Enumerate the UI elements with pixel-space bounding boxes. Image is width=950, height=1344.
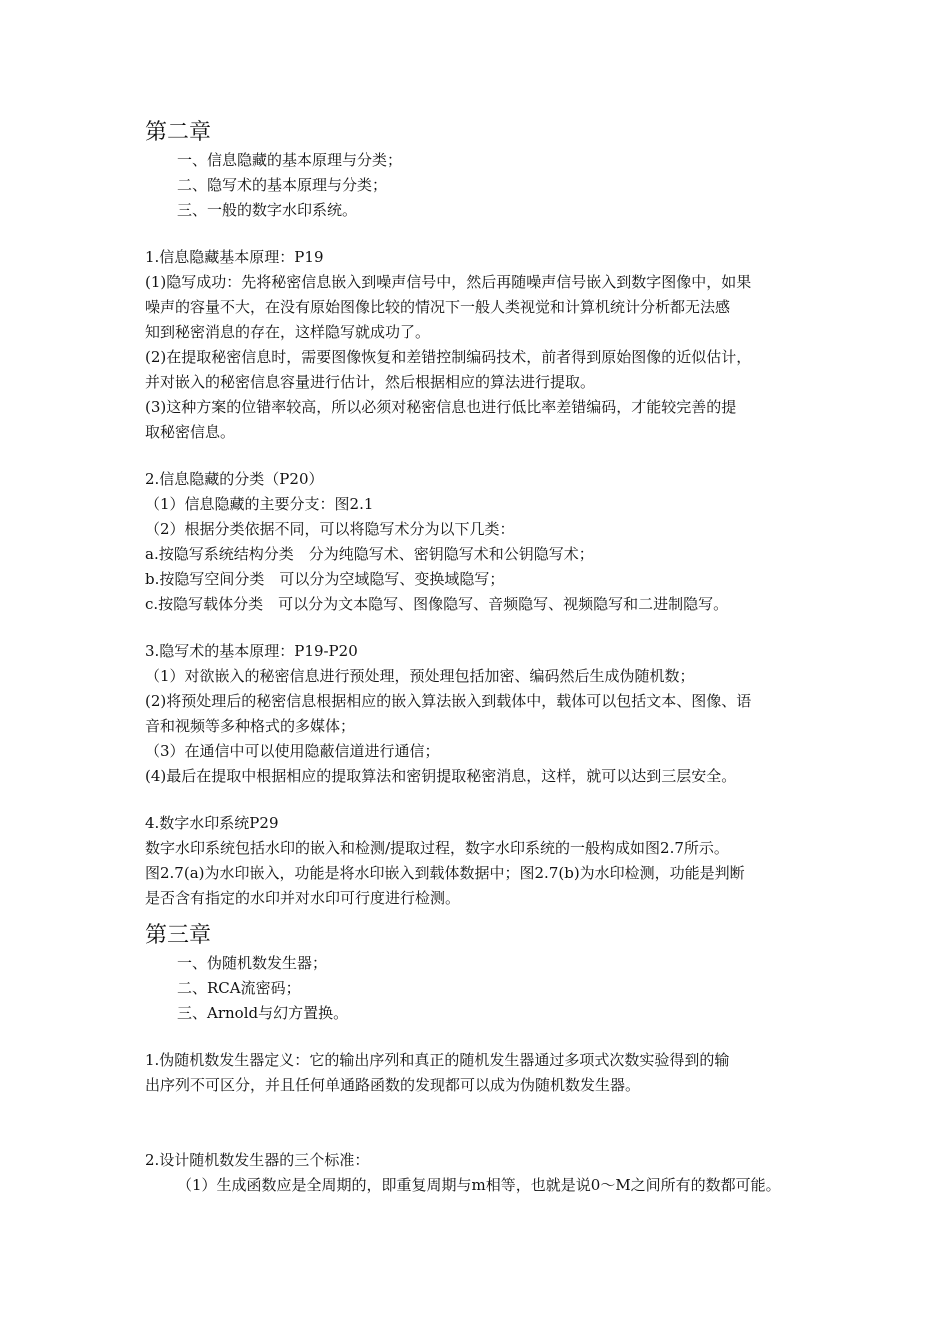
section-3-2	[145, 1148, 825, 1198]
paragraph-line: 图2.7(a)为水印嵌入，功能是将水印嵌入到载体数据中；图2.7(b)为水印检测，功能是判断	[145, 864, 745, 882]
paragraph-line: b.按隐写空间分类 可以分为空域隐写、变换域隐写；	[145, 570, 505, 588]
section-2-2	[145, 467, 825, 617]
chapter-3-title: 第三章	[145, 923, 212, 948]
section-heading: 3.隐写术的基本原理：P19-P20	[145, 642, 358, 660]
paragraph-line: （2）根据分类依据不同，可以将隐写术分为以下几类：	[145, 520, 515, 538]
spacer	[145, 911, 825, 921]
outline-item: 二、RCA流密码；	[177, 979, 301, 997]
spacer	[145, 1098, 825, 1148]
chapter-2-outline	[145, 148, 825, 223]
outline-item: 二、隐写术的基本原理与分类；	[177, 176, 388, 194]
section-2-4	[145, 811, 825, 911]
section-heading: 2.信息隐藏的分类（P20）	[145, 470, 324, 488]
paragraph-line: 是否含有指定的水印并对水印可行度进行检测。	[145, 889, 461, 907]
paragraph-line: c.按隐写载体分类 可以分为文本隐写、图像隐写、音频隐写、视频隐写和二进制隐写。	[145, 595, 729, 613]
outline-item: 一、伪随机数发生器；	[177, 954, 328, 972]
paragraph-line: (1)隐写成功：先将秘密信息嵌入到噪声信号中，然后再随噪声信号嵌入到数字图像中，如果	[145, 273, 752, 291]
section-3-1	[145, 1048, 825, 1098]
paragraph-line: 噪声的容量不大，在没有原始图像比较的情况下一般人类视觉和计算机统计分析都无法感	[145, 298, 731, 316]
paragraph-line: （1）信息隐藏的主要分支：图2.1	[145, 495, 374, 513]
paragraph-line: 数字水印系统包括水印的嵌入和检测/提取过程，数字水印系统的一般构成如图2.7所示。	[145, 839, 729, 857]
section-heading: 4.数字水印系统P29	[145, 814, 279, 832]
section-heading: 1.信息隐藏基本原理：P19	[145, 248, 324, 266]
outline-item: 三、一般的数字水印系统。	[177, 201, 358, 219]
section-2-3	[145, 639, 825, 789]
outline-item: 一、信息隐藏的基本原理与分类；	[177, 151, 403, 169]
chapter-3-outline	[145, 951, 825, 1026]
paragraph-line: (2)将预处理后的秘密信息根据相应的嵌入算法嵌入到载体中，载体可以包括文本、图像、语	[145, 692, 752, 710]
paragraph-line: a.按隐写系统结构分类 分为纯隐写术、密钥隐写术和公钥隐写术；	[145, 545, 594, 563]
paragraph-line: 取秘密信息。	[145, 423, 236, 441]
paragraph-line: (2)在提取秘密信息时，需要图像恢复和差错控制编码技术，前者得到原始图像的近似估计，	[145, 348, 752, 366]
section-heading: 2.设计随机数发生器的三个标准：	[145, 1151, 370, 1169]
paragraph-line: 1.伪随机数发生器定义：它的输出序列和真正的随机发生器通过多项式次数实验得到的输	[145, 1051, 730, 1069]
paragraph-line: （3）在通信中可以使用隐蔽信道进行通信；	[145, 742, 440, 760]
paragraph-line: （1）生成函数应是全周期的，即重复周期与m相等，也就是说0～M之间所有的数都可能。	[177, 1176, 781, 1194]
paragraph-line: 并对嵌入的秘密信息容量进行估计，然后根据相应的算法进行提取。	[145, 373, 596, 391]
paragraph-line: 音和视频等多种格式的多媒体；	[145, 717, 356, 735]
section-2-1	[145, 245, 825, 445]
paragraph-line: (3)这种方案的位错率较高，所以必须对秘密信息也进行低比率差错编码，才能较完善的提	[145, 398, 737, 416]
paragraph-line: (4)最后在提取中根据相应的提取算法和密钥提取秘密消息，这样，就可以达到三层安全。	[145, 767, 737, 785]
paragraph-line: 出序列不可区分，并且任何单通路函数的发现都可以成为伪随机数发生器。	[145, 1076, 641, 1094]
document-content	[145, 118, 825, 1198]
chapter-2-title: 第二章	[145, 120, 212, 145]
paragraph-line: （1）对欲嵌入的秘密信息进行预处理，预处理包括加密、编码然后生成伪随机数；	[145, 667, 695, 685]
paragraph-line: 知到秘密消息的存在，这样隐写就成功了。	[145, 323, 431, 341]
outline-item: 三、Arnold与幻方置换。	[177, 1004, 349, 1022]
